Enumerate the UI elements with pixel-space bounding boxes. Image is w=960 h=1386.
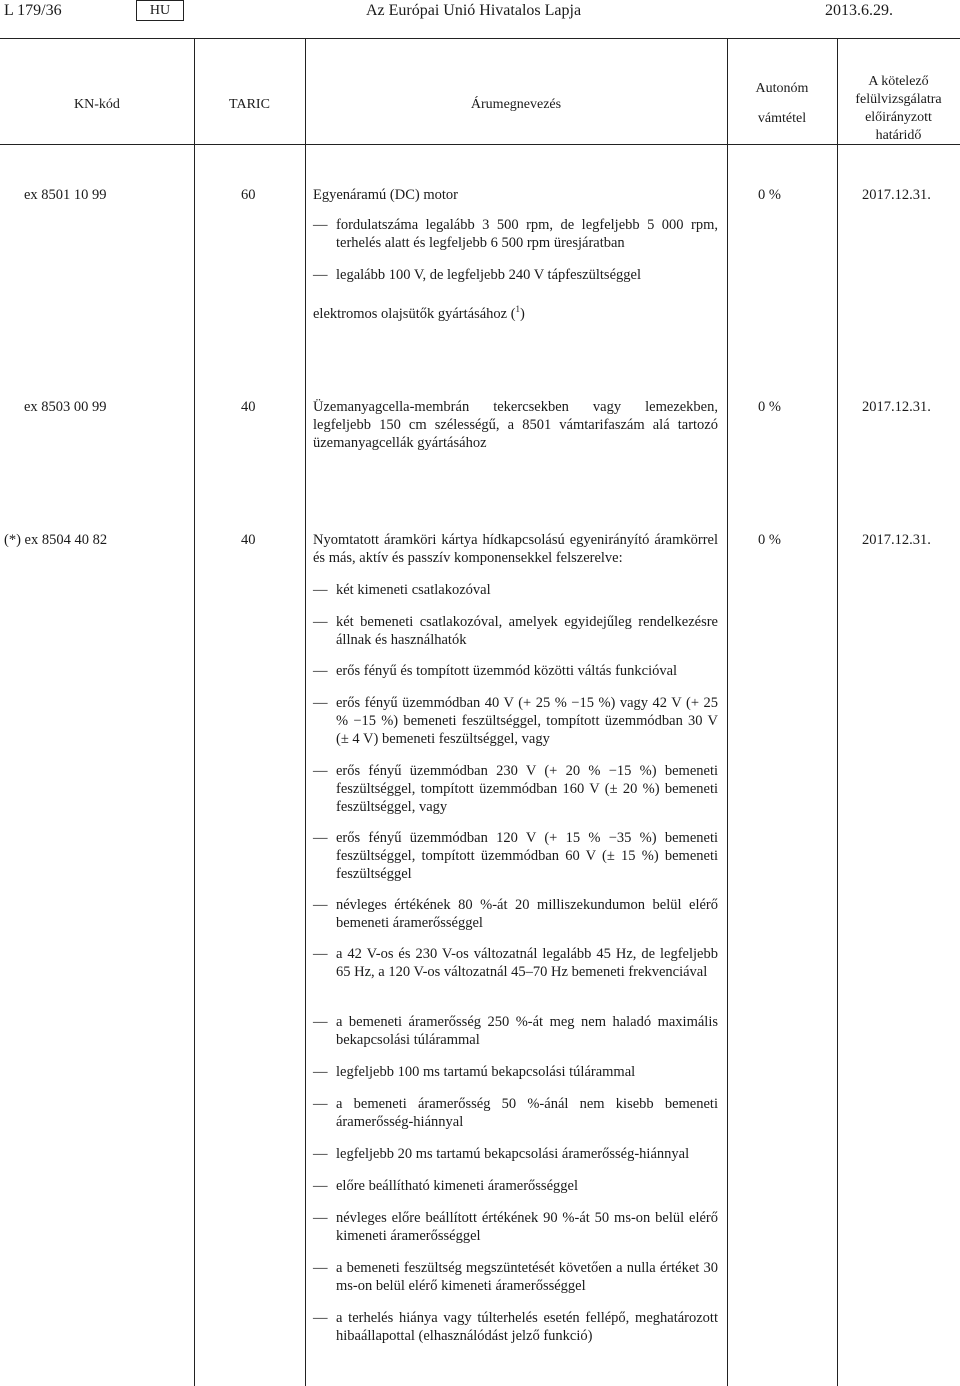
column-divider — [727, 38, 728, 1386]
kn-code: ex 8503 00 99 — [24, 399, 107, 415]
column-header-rate: Autonóm vámtétel — [755, 81, 809, 126]
list-item: — két kimeneti csatlakozóval — [313, 582, 491, 598]
column-header-review-deadline: A kötelező felülvizsgálatra előirányzott határidő — [855, 74, 942, 143]
list-item: — legfeljebb 20 ms tartamú bekapcsolási áramerősség-hiánnyal — [313, 1146, 690, 1162]
footnote-ref: 1 — [515, 304, 521, 314]
column-header-description: Árumegnevezés — [470, 97, 562, 112]
dash-marker: — — [313, 1210, 328, 1226]
page-header — [0, 0, 960, 24]
dash-marker: — — [313, 217, 328, 233]
language-badge: HU — [136, 0, 184, 21]
publication-date: 2013.6.29. — [825, 2, 893, 19]
dash-marker: — — [313, 614, 328, 630]
list-item: — a bemeneti feszültség megszüntetését követően a nulla értéket 30 ms-on belül elérő kimeneti áramerősséggel — [313, 1260, 718, 1294]
table-header — [0, 38, 960, 145]
column-divider — [305, 38, 306, 1386]
list-item: — legfeljebb 100 ms tartamú bekapcsolási túlárammal — [313, 1064, 636, 1080]
list-item: — erős fényű üzemmódban 40 V (+ 25 % −15 %) vagy 42 V (+ 25 % −15 %) bemeneti feszültséggel, tompított üzemmódban 30 V (± 4 V) bemeneti feszültséggel, vagy — [313, 695, 718, 747]
dash-marker: — — [313, 695, 328, 711]
dash-marker: — — [313, 1064, 328, 1080]
list-item: — két bemeneti csatlakozóval, amelyek egyidejűleg rendelkezésre állnak és használhatók — [313, 614, 718, 648]
taric-code: 40 — [241, 399, 256, 415]
description-title: Üzemanyagcella-membrán tekercsekben vagy lemezekben, legfeljebb 150 cm szélességű, a 8501 vámtarifaszám alá tartozó üzemanyagcellák gyártásához — [313, 399, 718, 451]
list-item: — a terhelés hiánya vagy túlterhelés esetén fellépő, meghatározott hibaállapottal (elhasználódást jelző funkció) — [313, 1310, 718, 1344]
dash-marker: — — [313, 267, 328, 283]
review-date: 2017.12.31. — [862, 187, 931, 203]
tariff-table — [0, 38, 960, 1386]
list-item: — előre beállítható kimeneti áramerősséggel — [313, 1178, 578, 1194]
list-item: — erős fényű üzemmódban 230 V (+ 20 % −15 %) bemeneti feszültséggel, tompított üzemmódban 160 V (± 20 %) bemeneti feszültséggel, vagy — [313, 763, 718, 815]
list-item: — névleges értékének 80 %-át 20 milliszekundumon belül elérő bemeneti áramerősséggel — [313, 897, 718, 931]
list-item: — a 42 V-os és 230 V-os változatnál legalább 45 Hz, de legfeljebb 65 Hz, a 120 V-os változatnál 45–70 Hz bemeneti frekvenciával — [313, 946, 718, 980]
dash-marker: — — [313, 1178, 328, 1194]
list-item: — a bemeneti áramerősség 50 %-ánál nem kisebb bemeneti áramerősség-hiánnyal — [313, 1096, 718, 1130]
kn-code: ex 8501 10 99 — [24, 187, 107, 203]
dash-marker: — — [313, 1096, 328, 1112]
taric-code: 60 — [241, 187, 256, 203]
column-header-kn: KN-kód — [74, 97, 120, 112]
review-date: 2017.12.31. — [862, 532, 931, 548]
list-item: — a bemeneti áramerősség 250 %-át meg nem haladó maximális bekapcsolási túlárammal — [313, 1014, 718, 1048]
column-divider — [194, 38, 195, 1386]
taric-code: 40 — [241, 532, 256, 548]
dash-marker: — — [313, 1310, 328, 1326]
description-title: Nyomtatott áramköri kártya hídkapcsolású egyenirányító áramkörrel és más, aktív és passzív komponensekkel felszerelve: — [313, 532, 718, 566]
dash-marker: — — [313, 763, 328, 779]
kn-code: (*) ex 8504 40 82 — [4, 532, 108, 548]
dash-marker: — — [313, 946, 328, 962]
list-item: — fordulatszáma legalább 3 500 rpm, de legfeljebb 5 000 rpm, terhelés alatt és legfeljebb 6 500 rpm üresjáratban — [313, 217, 718, 251]
dash-marker: — — [313, 1146, 328, 1162]
page-reference: L 179/36 — [4, 2, 62, 19]
dash-marker: — — [313, 1014, 328, 1030]
dash-marker: — — [313, 1260, 328, 1276]
review-date: 2017.12.31. — [862, 399, 931, 415]
dash-marker: — — [313, 897, 328, 913]
dash-marker: — — [313, 663, 328, 679]
duty-rate: 0 % — [758, 187, 781, 203]
dash-marker: — — [313, 830, 328, 846]
list-item: — legalább 100 V, de legfeljebb 240 V tápfeszültséggel — [313, 267, 641, 283]
column-divider — [837, 38, 838, 1386]
list-item: — erős fényű és tompított üzemmód közötti váltás funkcióval — [313, 663, 678, 679]
journal-title: Az Európai Unió Hivatalos Lapja — [366, 2, 582, 19]
description-footer: elektromos olajsütők gyártásához ($^1$) — [313, 304, 525, 322]
list-item: — névleges előre beállított értékének 90 %-át 50 ms-on belül elérő kimeneti áramerősséggel — [313, 1210, 718, 1244]
column-header-taric: TARIC — [229, 97, 270, 112]
dash-marker: — — [313, 582, 328, 598]
list-item: — erős fényű üzemmódban 120 V (+ 15 % −35 %) bemeneti feszültséggel, tompított üzemmódban 60 V (± 15 %) bemeneti feszültséggel — [313, 830, 718, 882]
description-title: Egyenáramú (DC) motor — [313, 187, 458, 203]
duty-rate: 0 % — [758, 399, 781, 415]
duty-rate: 0 % — [758, 532, 781, 548]
